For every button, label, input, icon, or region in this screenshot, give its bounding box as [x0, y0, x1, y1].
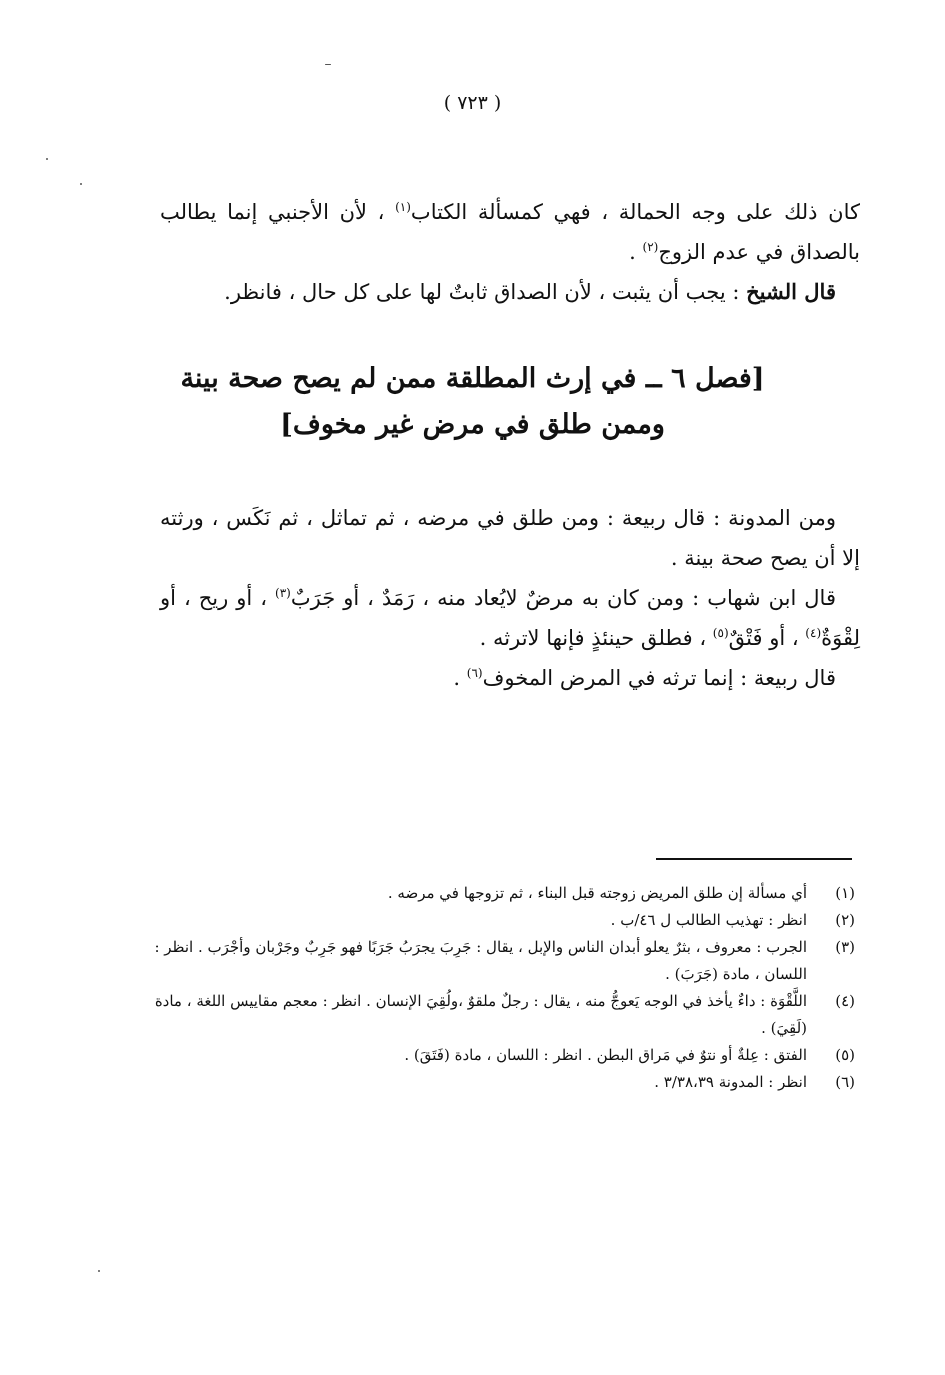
scan-speck: [98, 1270, 100, 1272]
paragraph-4-text-b: ، أو ريح ، أو لِقْوَةٌ: [160, 586, 860, 650]
paragraph-5-text: قال ربيعة : إنما ترثه في المرض المخوف: [482, 666, 836, 690]
paragraph-1-text-b: ، لأن الأجنبي إنما يطالب بالصداق في عدم الزوج: [160, 200, 860, 264]
footnote-number: (٥): [835, 1046, 855, 1064]
paragraph-1-text-c: .: [629, 240, 643, 264]
footnote-text: الفتق : عِلةٌ أو نتوٌ في مَراق البطن . انظر : اللسان ، مادة (فَتَقَ) .: [404, 1046, 807, 1064]
paragraph-5-text-end: .: [453, 666, 467, 690]
footnote-ref-1[interactable]: (١): [395, 200, 411, 214]
scan-speck: [46, 158, 48, 160]
footnote-5: [135, 1042, 855, 1069]
section-heading: [0, 356, 945, 448]
scan-speck: [80, 183, 82, 185]
footnote-1: [135, 880, 855, 907]
scan-speck: [325, 64, 331, 65]
body-section-top: [160, 192, 860, 312]
paragraph-2-text: : يجب أن يثبت ، لأن الصداق ثابتٌ لها على كل حال ، فانظر.: [224, 280, 747, 304]
footnote-number: (٦): [835, 1073, 855, 1091]
paragraph-4-text-c: ، أو فَتْقٌ: [728, 626, 806, 650]
footnote-ref-4[interactable]: (٤): [805, 626, 822, 640]
body-section-bottom: [160, 498, 860, 698]
footnote-text: انظر : المدونة ٣/٣٨،٣٩ .: [654, 1073, 807, 1091]
paragraph-3: ومن المدونة : قال ربيعة : ومن طلق في مرضه ، ثم تماثل ، ثم نَكَس ، ورثته إلا أن يصح صحة بينة .: [160, 506, 860, 570]
paragraph-4-text-a: قال ابن شهاب : ومن كان به مرضٌ لايُعاد منه ، رَمَدٌ ، أو جَرَبٌ: [290, 586, 836, 610]
footnote-3: [135, 934, 855, 988]
footnote-2: [135, 907, 855, 934]
paragraph-4-text-d: ، فطلق حينئذٍ فإنها لاترثه .: [479, 626, 713, 650]
paragraph-2: [160, 272, 860, 312]
footnote-number: (٣): [835, 938, 855, 956]
paragraph-5: [160, 658, 860, 698]
footnotes: [135, 880, 855, 1096]
footnote-text: الجرب : معروف ، بثرٌ يعلو أبدان الناس والإبل ، يقال : جَرِبَ يجرَبُ جَرَبًا فهو جَرِبٌ وجَرْبان وأجْرَب . انظر : اللسان ، مادة (جَرَبَ) .: [154, 938, 807, 983]
section-heading-line-1: [فصل ٦ ــ في إرث المطلقة ممن لم يصح صحة بينة: [180, 363, 765, 394]
page-number: ( ٧٢٣ ): [443, 92, 502, 114]
footnote-number: (٤): [835, 992, 855, 1010]
section-heading-line-2: وممن طلق في مرض غير مخوف]: [280, 409, 665, 440]
footnote-ref-6[interactable]: (٦): [466, 666, 483, 680]
footnote-number: (١): [835, 884, 855, 902]
footnote-ref-2[interactable]: (٢): [642, 240, 659, 254]
paragraph-1-text-a: كان ذلك على وجه الحمالة ، فهي كمسألة الكتاب: [410, 200, 860, 224]
footnote-ref-3[interactable]: (٣): [275, 586, 291, 600]
paragraph-1: [160, 192, 860, 272]
footnote-ref-5[interactable]: (٥): [712, 626, 729, 640]
paragraph-4: [160, 578, 860, 658]
footnote-number: (٢): [835, 911, 855, 929]
footnote-6: [135, 1069, 855, 1096]
footnote-text: انظر : تهذيب الطالب ل ٤٦/ب .: [610, 911, 807, 929]
footnote-text: أي مسألة إن طلق المريض زوجته قبل البناء ، ثم تزوجها في مرضه .: [387, 884, 807, 902]
footnote-divider: [656, 858, 852, 860]
footnote-4: [135, 988, 855, 1042]
speaker-label: قال الشيخ: [746, 279, 836, 304]
footnote-text: اللَّقْوَة : داءٌ يأخذ في الوجه يَعوجُّ منه ، يقال : رجلٌ ملقوٌ ،ولُقِيَ الإنسان . انظر : معجم مقاييس اللغة ، مادة (لَقِيَ) .: [154, 992, 807, 1037]
